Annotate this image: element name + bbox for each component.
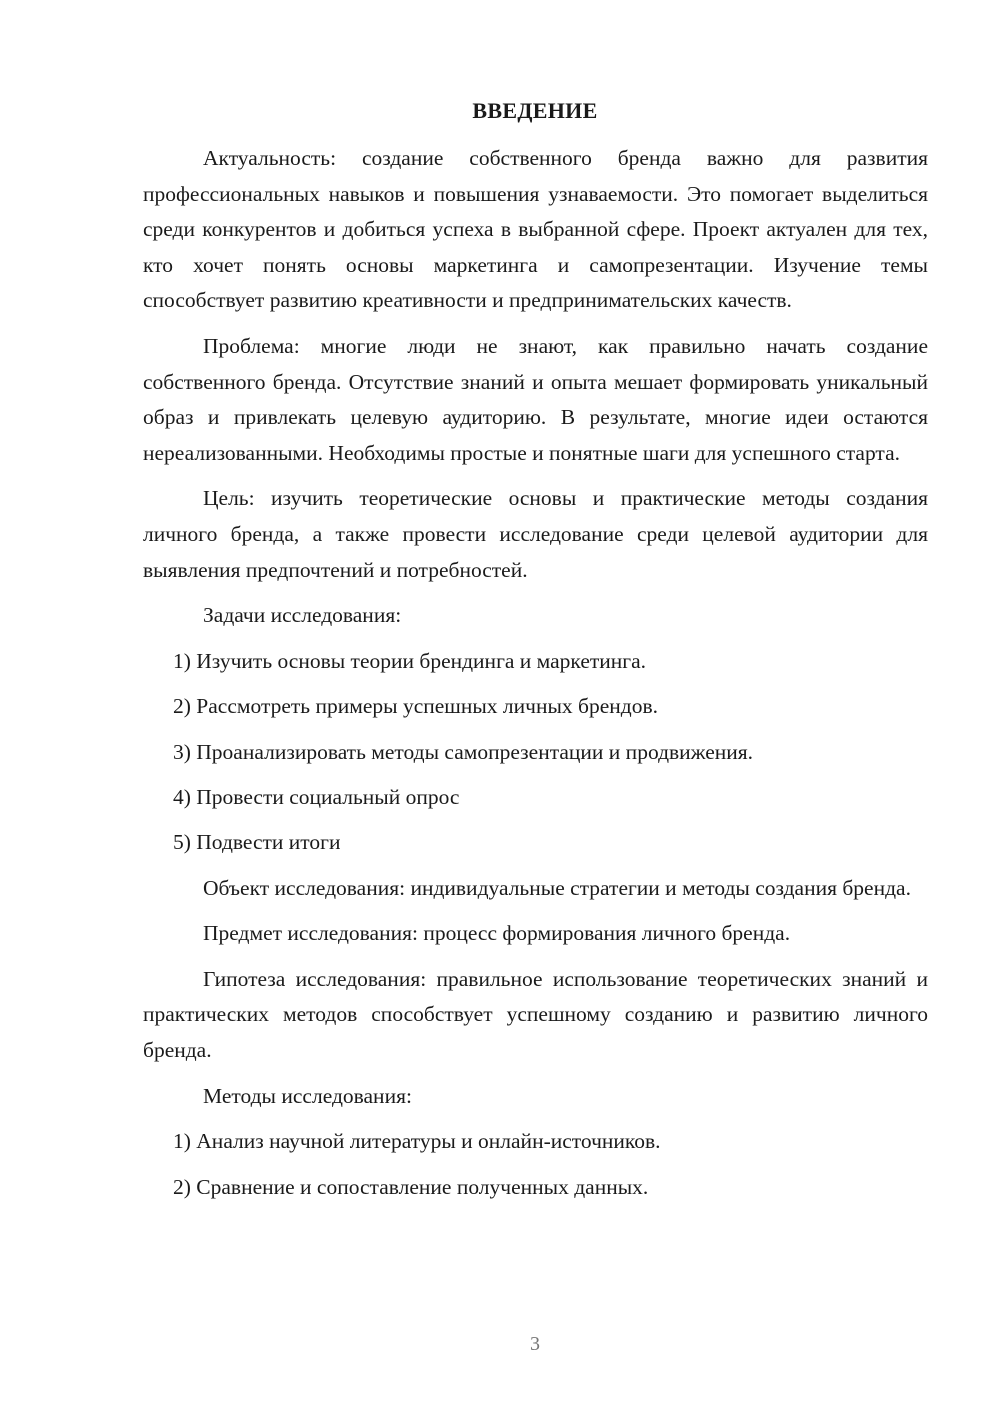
page-title: ВВЕДЕНИЕ xyxy=(472,98,598,123)
tasks-heading: Задачи исследования: xyxy=(203,603,402,628)
hypothesis-paragraph: Гипотеза исследования: правильное использование теоретических знаний и практических методов способствует успешному созданию и развитию личного бренда. xyxy=(143,966,928,1063)
tasks-list xyxy=(143,644,928,861)
list-item: 2) Рассмотреть примеры успешных личных брендов. xyxy=(173,694,658,719)
page-number: 3 xyxy=(530,1333,540,1355)
list-item: 1) Изучить основы теории брендинга и маркетинга. xyxy=(173,648,647,673)
list-item: 5) Подвести итоги xyxy=(173,830,341,855)
list-item: 1) Анализ научной литературы и онлайн-источников. xyxy=(173,1129,661,1154)
methods-list xyxy=(143,1124,928,1205)
problem-paragraph: Проблема: многие люди не знают, как правильно начать создание собственного бренда. Отсутствие знаний и опыта мешает формировать уникальный образ и привлекать целевую аудиторию. В результате, многие идеи остаются нереализованными. Необходимы простые и понятные шаги для успешного старта. xyxy=(143,333,928,465)
relevance-paragraph: Актуальность: создание собственного бренда важно для развития профессиональных навыков и повышения узнаваемости. Это помогает выделиться среди конкурентов и добиться успеха в выбранной сфере. Проект актуален для тех, кто хочет понять основы маркетинга и самопрезентации. Изучение темы способствует развитию креативности и предпринимательских качеств. xyxy=(143,146,928,313)
document-body xyxy=(143,141,928,1215)
methods-heading: Методы исследования: xyxy=(203,1083,412,1108)
list-item: 3) Проанализировать методы самопрезентации и продвижения. xyxy=(173,739,754,764)
list-item: 2) Сравнение и сопоставление полученных данных. xyxy=(173,1174,649,1199)
goal-paragraph: Цель: изучить теоретические основы и практические методы создания личного бренда, а также провести исследование среди целевой аудитории для выявления предпочтений и потребностей. xyxy=(143,486,928,582)
list-item: 4) Провести социальный опрос xyxy=(173,784,460,809)
object-paragraph: Объект исследования: индивидуальные стратегии и методы создания бренда. xyxy=(203,875,911,900)
subject-paragraph: Предмет исследования: процесс формирования личного бренда. xyxy=(203,921,791,946)
